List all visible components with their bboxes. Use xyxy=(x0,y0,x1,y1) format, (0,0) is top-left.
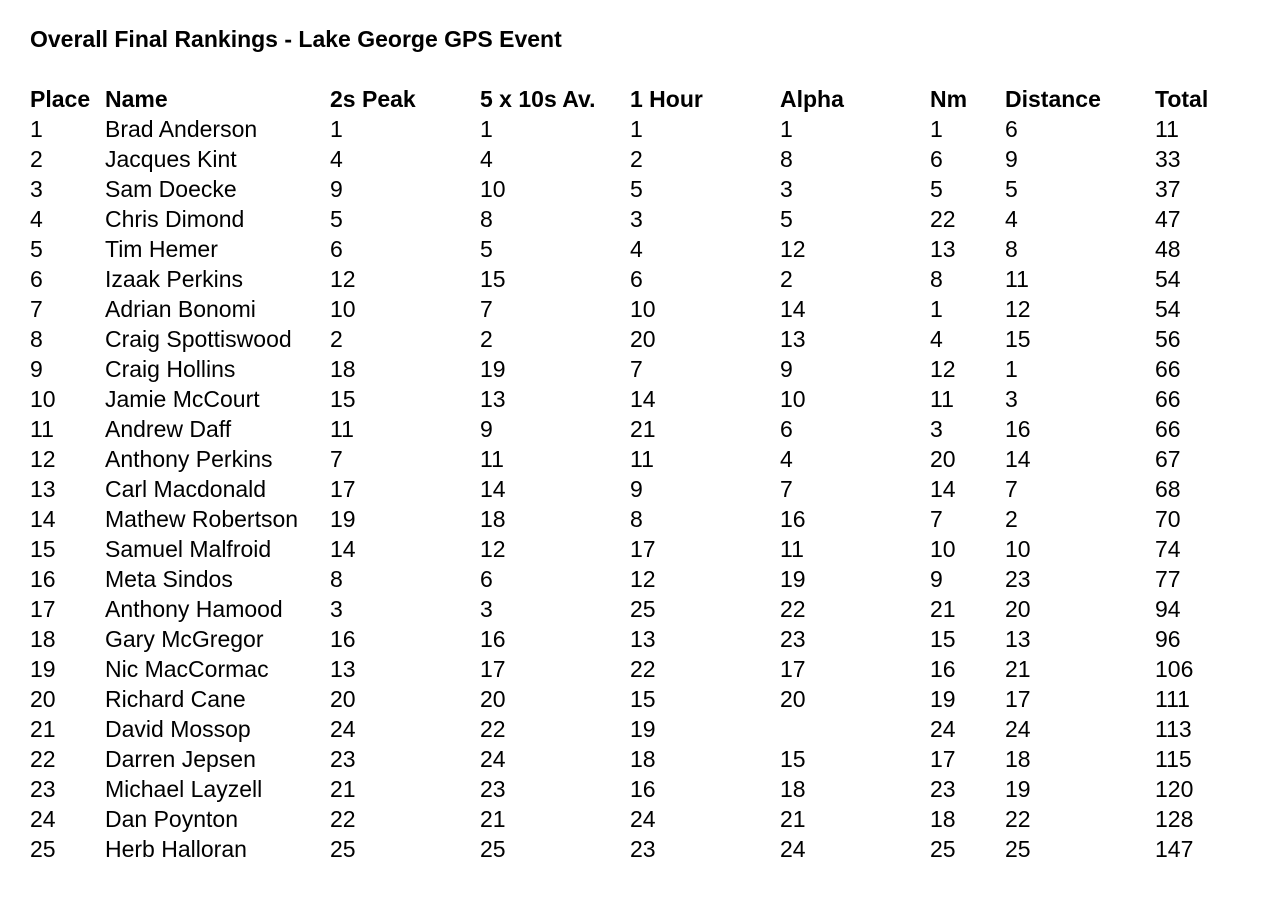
cell-nm: 10 xyxy=(930,535,956,562)
cell-distance: 17 xyxy=(1005,685,1031,712)
table-row xyxy=(30,654,1230,684)
cell-1-hour: 24 xyxy=(630,805,656,832)
cell-1-hour: 19 xyxy=(630,715,656,742)
cell-alpha: 2 xyxy=(780,265,793,292)
cell-place: 9 xyxy=(30,355,43,382)
cell-nm: 18 xyxy=(930,805,956,832)
table-row xyxy=(30,504,1230,534)
cell-total: 54 xyxy=(1155,295,1181,322)
cell-alpha: 23 xyxy=(780,625,806,652)
table-row xyxy=(30,624,1230,654)
cell-2s-peak: 8 xyxy=(330,565,343,592)
cell-place: 11 xyxy=(30,415,54,442)
cell-2s-peak: 24 xyxy=(330,715,356,742)
column-header-place: Place xyxy=(30,85,91,112)
cell-total: 54 xyxy=(1155,265,1181,292)
cell-total: 120 xyxy=(1155,775,1194,802)
table-row xyxy=(30,324,1230,354)
table-row xyxy=(30,534,1230,564)
cell-alpha: 18 xyxy=(780,775,806,802)
column-header-1-hour: 1 Hour xyxy=(630,85,703,112)
cell-nm: 25 xyxy=(930,835,956,862)
cell-name: Anthony Hamood xyxy=(105,595,283,622)
cell-place: 6 xyxy=(30,265,43,292)
header-row xyxy=(30,84,1230,114)
cell-name: Darren Jepsen xyxy=(105,745,256,772)
cell-5x10s-avg: 9 xyxy=(480,415,493,442)
cell-total: 56 xyxy=(1155,325,1181,352)
column-header-alpha: Alpha xyxy=(780,85,844,112)
table-row xyxy=(30,234,1230,264)
cell-nm: 16 xyxy=(930,655,956,682)
cell-1-hour: 10 xyxy=(630,295,656,322)
cell-1-hour: 12 xyxy=(630,565,656,592)
cell-total: 66 xyxy=(1155,415,1181,442)
page-title: Overall Final Rankings - Lake George GPS Event xyxy=(30,26,562,52)
cell-1-hour: 4 xyxy=(630,235,643,262)
cell-2s-peak: 15 xyxy=(330,385,356,412)
cell-distance: 18 xyxy=(1005,745,1031,772)
cell-name: Brad Anderson xyxy=(105,115,258,142)
cell-nm: 17 xyxy=(930,745,956,772)
cell-total: 77 xyxy=(1155,565,1181,592)
cell-1-hour: 13 xyxy=(630,625,656,652)
cell-5x10s-avg: 11 xyxy=(480,445,504,472)
cell-total: 106 xyxy=(1155,655,1194,682)
cell-alpha: 13 xyxy=(780,325,806,352)
cell-nm: 3 xyxy=(930,415,943,442)
cell-place: 19 xyxy=(30,655,56,682)
cell-distance: 1 xyxy=(1005,355,1018,382)
cell-2s-peak: 20 xyxy=(330,685,356,712)
cell-1-hour: 3 xyxy=(630,205,643,232)
cell-alpha xyxy=(780,714,930,744)
cell-distance: 11 xyxy=(1005,265,1029,292)
cell-2s-peak: 23 xyxy=(330,745,356,772)
cell-total: 68 xyxy=(1155,475,1181,502)
cell-alpha: 7 xyxy=(780,475,793,502)
cell-name: Jamie McCourt xyxy=(105,385,260,412)
table-row xyxy=(30,684,1230,714)
cell-1-hour: 25 xyxy=(630,595,656,622)
cell-1-hour: 7 xyxy=(630,355,643,382)
cell-distance: 9 xyxy=(1005,145,1018,172)
cell-name: Jacques Kint xyxy=(105,145,237,172)
cell-5x10s-avg: 20 xyxy=(480,685,506,712)
cell-1-hour: 21 xyxy=(630,415,656,442)
cell-name: Anthony Perkins xyxy=(105,445,273,472)
cell-place: 2 xyxy=(30,145,43,172)
cell-5x10s-avg: 22 xyxy=(480,715,506,742)
cell-place: 14 xyxy=(30,505,56,532)
cell-1-hour: 8 xyxy=(630,505,643,532)
cell-place: 4 xyxy=(30,205,43,232)
cell-nm: 5 xyxy=(930,175,943,202)
cell-alpha: 20 xyxy=(780,685,806,712)
table-row xyxy=(30,804,1230,834)
cell-distance: 15 xyxy=(1005,325,1031,352)
cell-alpha: 9 xyxy=(780,355,793,382)
table-row xyxy=(30,204,1230,234)
cell-1-hour: 15 xyxy=(630,685,656,712)
cell-distance: 5 xyxy=(1005,175,1018,202)
cell-1-hour: 18 xyxy=(630,745,656,772)
table-row xyxy=(30,444,1230,474)
cell-alpha: 21 xyxy=(780,805,806,832)
table-row xyxy=(30,714,1230,744)
column-header-distance: Distance xyxy=(1005,85,1101,112)
cell-name: Sam Doecke xyxy=(105,175,237,202)
cell-nm: 7 xyxy=(930,505,943,532)
cell-nm: 20 xyxy=(930,445,956,472)
cell-total: 96 xyxy=(1155,625,1181,652)
cell-distance: 24 xyxy=(1005,715,1031,742)
cell-name: Samuel Malfroid xyxy=(105,535,272,562)
cell-nm: 9 xyxy=(930,565,943,592)
cell-nm: 23 xyxy=(930,775,956,802)
cell-nm: 21 xyxy=(930,595,956,622)
cell-1-hour: 20 xyxy=(630,325,656,352)
cell-place: 22 xyxy=(30,745,56,772)
cell-place: 12 xyxy=(30,445,56,472)
cell-alpha: 8 xyxy=(780,145,793,172)
cell-5x10s-avg: 7 xyxy=(480,295,493,322)
cell-distance: 25 xyxy=(1005,835,1031,862)
cell-total: 37 xyxy=(1155,175,1181,202)
cell-place: 3 xyxy=(30,175,43,202)
cell-nm: 19 xyxy=(930,685,956,712)
cell-nm: 4 xyxy=(930,325,943,352)
cell-5x10s-avg: 17 xyxy=(480,655,506,682)
cell-2s-peak: 14 xyxy=(330,535,356,562)
cell-5x10s-avg: 23 xyxy=(480,775,506,802)
cell-2s-peak: 22 xyxy=(330,805,356,832)
cell-alpha: 3 xyxy=(780,175,793,202)
cell-total: 128 xyxy=(1155,805,1194,832)
cell-total: 48 xyxy=(1155,235,1181,262)
cell-1-hour: 14 xyxy=(630,385,656,412)
cell-distance: 16 xyxy=(1005,415,1031,442)
cell-nm: 12 xyxy=(930,355,956,382)
cell-1-hour: 22 xyxy=(630,655,656,682)
cell-total: 66 xyxy=(1155,385,1181,412)
cell-2s-peak: 17 xyxy=(330,475,356,502)
cell-alpha: 10 xyxy=(780,385,806,412)
table-row xyxy=(30,774,1230,804)
cell-distance: 4 xyxy=(1005,205,1018,232)
cell-place: 16 xyxy=(30,565,56,592)
cell-name: Richard Cane xyxy=(105,685,246,712)
cell-nm: 22 xyxy=(930,205,956,232)
cell-2s-peak: 18 xyxy=(330,355,356,382)
cell-name: Michael Layzell xyxy=(105,775,263,802)
cell-distance: 21 xyxy=(1005,655,1031,682)
cell-1-hour: 16 xyxy=(630,775,656,802)
cell-name: Dan Poynton xyxy=(105,805,238,832)
cell-nm: 1 xyxy=(930,115,943,142)
cell-place: 21 xyxy=(30,715,56,742)
cell-name: Gary McGregor xyxy=(105,625,264,652)
cell-distance: 10 xyxy=(1005,535,1031,562)
cell-2s-peak: 7 xyxy=(330,445,343,472)
cell-distance: 8 xyxy=(1005,235,1018,262)
cell-5x10s-avg: 12 xyxy=(480,535,506,562)
table-row xyxy=(30,474,1230,504)
cell-distance: 3 xyxy=(1005,385,1018,412)
cell-5x10s-avg: 1 xyxy=(480,115,493,142)
cell-alpha: 5 xyxy=(780,205,793,232)
cell-2s-peak: 5 xyxy=(330,205,343,232)
cell-nm: 13 xyxy=(930,235,956,262)
cell-name: Chris Dimond xyxy=(105,205,245,232)
cell-5x10s-avg: 25 xyxy=(480,835,506,862)
cell-2s-peak: 19 xyxy=(330,505,356,532)
cell-1-hour: 2 xyxy=(630,145,643,172)
cell-5x10s-avg: 15 xyxy=(480,265,506,292)
cell-2s-peak: 13 xyxy=(330,655,356,682)
cell-name: Craig Hollins xyxy=(105,355,236,382)
cell-alpha: 17 xyxy=(780,655,806,682)
cell-nm: 14 xyxy=(930,475,956,502)
cell-nm: 15 xyxy=(930,625,956,652)
cell-total: 111 xyxy=(1155,685,1190,712)
cell-1-hour: 9 xyxy=(630,475,643,502)
cell-5x10s-avg: 8 xyxy=(480,205,493,232)
table-row xyxy=(30,744,1230,774)
cell-1-hour: 17 xyxy=(630,535,656,562)
cell-2s-peak: 2 xyxy=(330,325,343,352)
cell-2s-peak: 4 xyxy=(330,145,343,172)
cell-place: 18 xyxy=(30,625,56,652)
table-row xyxy=(30,594,1230,624)
table-row xyxy=(30,834,1230,864)
cell-total: 115 xyxy=(1155,745,1192,772)
cell-5x10s-avg: 5 xyxy=(480,235,493,262)
cell-5x10s-avg: 10 xyxy=(480,175,506,202)
cell-place: 25 xyxy=(30,835,56,862)
cell-1-hour: 1 xyxy=(630,115,643,142)
cell-distance: 19 xyxy=(1005,775,1031,802)
cell-5x10s-avg: 3 xyxy=(480,595,493,622)
cell-nm: 24 xyxy=(930,715,956,742)
cell-1-hour: 11 xyxy=(630,445,654,472)
cell-distance: 2 xyxy=(1005,505,1018,532)
cell-total: 33 xyxy=(1155,145,1181,172)
cell-1-hour: 23 xyxy=(630,835,656,862)
cell-place: 5 xyxy=(30,235,43,262)
cell-total: 66 xyxy=(1155,355,1181,382)
cell-name: Tim Hemer xyxy=(105,235,218,262)
cell-total: 147 xyxy=(1155,835,1194,862)
cell-2s-peak: 16 xyxy=(330,625,356,652)
cell-name: Craig Spottiswood xyxy=(105,325,292,352)
cell-1-hour: 5 xyxy=(630,175,643,202)
cell-alpha: 19 xyxy=(780,565,806,592)
cell-total: 11 xyxy=(1155,115,1179,142)
cell-distance: 23 xyxy=(1005,565,1031,592)
cell-name: Herb Halloran xyxy=(105,835,247,862)
cell-5x10s-avg: 2 xyxy=(480,325,493,352)
cell-nm: 11 xyxy=(930,385,954,412)
cell-name: David Mossop xyxy=(105,715,251,742)
cell-2s-peak: 25 xyxy=(330,835,356,862)
cell-total: 67 xyxy=(1155,445,1181,472)
cell-alpha: 22 xyxy=(780,595,806,622)
cell-place: 20 xyxy=(30,685,56,712)
cell-5x10s-avg: 18 xyxy=(480,505,506,532)
cell-alpha: 6 xyxy=(780,415,793,442)
table-row xyxy=(30,414,1230,444)
cell-alpha: 12 xyxy=(780,235,806,262)
cell-place: 24 xyxy=(30,805,56,832)
cell-place: 23 xyxy=(30,775,56,802)
cell-alpha: 4 xyxy=(780,445,793,472)
cell-2s-peak: 9 xyxy=(330,175,343,202)
cell-2s-peak: 3 xyxy=(330,595,343,622)
table-row xyxy=(30,354,1230,384)
cell-2s-peak: 11 xyxy=(330,415,354,442)
column-header-5x10s-avg: 5 x 10s Av. xyxy=(480,85,596,112)
cell-total: 94 xyxy=(1155,595,1181,622)
cell-alpha: 11 xyxy=(780,535,804,562)
cell-5x10s-avg: 19 xyxy=(480,355,506,382)
cell-alpha: 14 xyxy=(780,295,806,322)
cell-name: Carl Macdonald xyxy=(105,475,267,502)
cell-5x10s-avg: 21 xyxy=(480,805,506,832)
table-row xyxy=(30,294,1230,324)
cell-5x10s-avg: 6 xyxy=(480,565,493,592)
cell-name: Adrian Bonomi xyxy=(105,295,256,322)
cell-place: 7 xyxy=(30,295,43,322)
cell-2s-peak: 1 xyxy=(330,115,343,142)
cell-distance: 6 xyxy=(1005,115,1018,142)
cell-alpha: 1 xyxy=(780,115,793,142)
table-row xyxy=(30,384,1230,414)
cell-distance: 13 xyxy=(1005,625,1031,652)
cell-alpha: 16 xyxy=(780,505,806,532)
table-row xyxy=(30,174,1230,204)
cell-alpha: 15 xyxy=(780,745,806,772)
cell-total: 113 xyxy=(1155,715,1192,742)
cell-place: 13 xyxy=(30,475,56,502)
cell-place: 15 xyxy=(30,535,56,562)
cell-place: 1 xyxy=(30,115,43,142)
cell-distance: 20 xyxy=(1005,595,1031,622)
column-header-2s-peak: 2s Peak xyxy=(330,85,416,112)
cell-place: 8 xyxy=(30,325,43,352)
cell-2s-peak: 10 xyxy=(330,295,356,322)
cell-5x10s-avg: 16 xyxy=(480,625,506,652)
cell-place: 17 xyxy=(30,595,56,622)
cell-total: 70 xyxy=(1155,505,1181,532)
cell-nm: 8 xyxy=(930,265,943,292)
column-header-name: Name xyxy=(105,85,168,112)
column-header-nm: Nm xyxy=(930,85,968,112)
cell-5x10s-avg: 24 xyxy=(480,745,506,772)
cell-1-hour: 6 xyxy=(630,265,643,292)
rankings-table xyxy=(30,84,1230,864)
cell-distance: 7 xyxy=(1005,475,1018,502)
cell-total: 47 xyxy=(1155,205,1181,232)
cell-2s-peak: 12 xyxy=(330,265,356,292)
cell-5x10s-avg: 13 xyxy=(480,385,506,412)
cell-place: 10 xyxy=(30,385,56,412)
table-row xyxy=(30,114,1230,144)
cell-name: Mathew Robertson xyxy=(105,505,299,532)
cell-distance: 12 xyxy=(1005,295,1031,322)
column-header-total: Total xyxy=(1155,85,1209,112)
cell-5x10s-avg: 14 xyxy=(480,475,506,502)
cell-name: Meta Sindos xyxy=(105,565,233,592)
cell-2s-peak: 6 xyxy=(330,235,343,262)
cell-name: Izaak Perkins xyxy=(105,265,244,292)
cell-2s-peak: 21 xyxy=(330,775,356,802)
rankings-body xyxy=(30,114,1230,864)
cell-distance: 14 xyxy=(1005,445,1031,472)
cell-nm: 1 xyxy=(930,295,943,322)
cell-name: Nic MacCormac xyxy=(105,655,269,682)
cell-name: Andrew Daff xyxy=(105,415,232,442)
table-row xyxy=(30,144,1230,174)
table-row xyxy=(30,564,1230,594)
cell-distance: 22 xyxy=(1005,805,1031,832)
cell-total: 74 xyxy=(1155,535,1181,562)
cell-nm: 6 xyxy=(930,145,943,172)
cell-5x10s-avg: 4 xyxy=(480,145,493,172)
table-row xyxy=(30,264,1230,294)
cell-alpha: 24 xyxy=(780,835,806,862)
